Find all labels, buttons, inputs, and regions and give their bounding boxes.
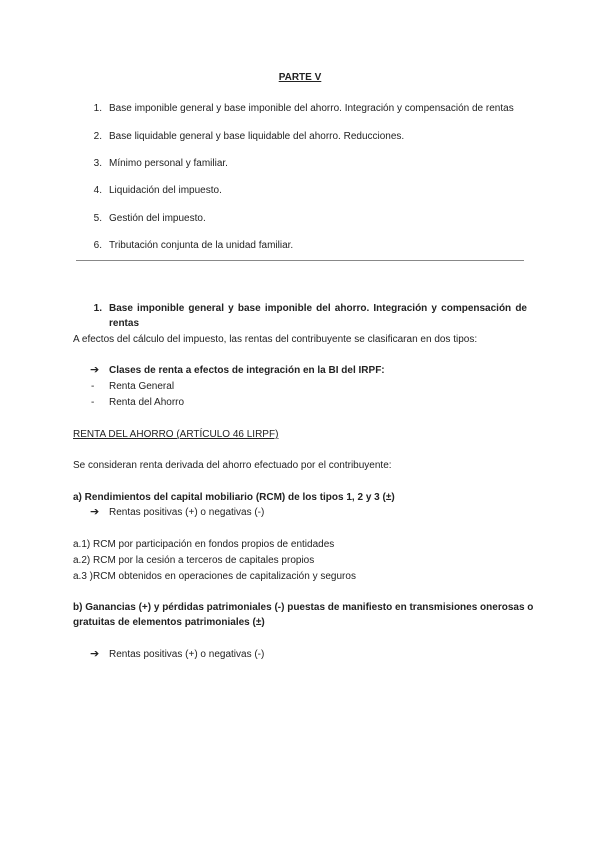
page-title: PARTE V [278, 72, 322, 83]
item-a3: a.3 )RCM obtenidos en operaciones de capitalización y seguros [73, 571, 356, 582]
renta-ahorro-intro: Se consideran renta derivada del ahorro efectuado por el contribuyente: [73, 460, 392, 471]
toc-number: 6. [93, 240, 102, 251]
dash-marker: - [91, 381, 95, 392]
toc-text: Mínimo personal y familiar. [109, 158, 228, 169]
section-heading-line1: Base imponible general y base imponible del ahorro. Integración y compensación de [109, 303, 527, 314]
section-heading-line2: rentas [109, 318, 140, 329]
toc-number: 4. [93, 185, 102, 196]
arrow-right-icon: ➔ [90, 506, 100, 518]
toc-number: 1. [93, 103, 102, 114]
item-b-heading-line1: b) Ganancias (+) y pérdidas patrimoniales (-) puestas de manifiesto en transmisiones onerosas o [73, 602, 534, 613]
tipo-item-ahorro [91, 396, 185, 409]
tipo-label: Renta General [109, 381, 175, 392]
section-intro: A efectos del cálculo del impuesto, las rentas del contribuyente se clasificaran en dos tipos: [73, 334, 478, 345]
toc-text: Liquidación del impuesto. [109, 185, 222, 196]
horizontal-divider [76, 260, 524, 261]
tipo-label: Renta del Ahorro [109, 397, 185, 408]
item-b-arrow-text: Rentas positivas (+) o negativas (-) [109, 649, 265, 660]
item-a-arrow-text: Rentas positivas (+) o negativas (-) [109, 507, 265, 518]
toc-number: 5. [93, 213, 102, 224]
renta-ahorro-heading: RENTA DEL AHORRO (ARTÍCULO 46 LIRPF) [73, 429, 279, 440]
toc-number: 2. [93, 131, 102, 142]
dash-marker: - [91, 397, 95, 408]
arrow-right-icon: ➔ [90, 648, 100, 660]
item-a1: a.1) RCM por participación en fondos propios de entidades [73, 539, 335, 550]
section-number: 1. [93, 303, 102, 314]
arrow-right-icon: ➔ [90, 364, 100, 376]
toc-text: Base liquidable general y base liquidable del ahorro. Reducciones. [109, 131, 405, 142]
item-b-heading-line2: gratuitas de elementos patrimoniales (±) [73, 617, 265, 628]
tipo-item-general [91, 380, 175, 393]
toc-text: Base imponible general y base imponible del ahorro. Integración y compensación de rentas [109, 103, 514, 114]
clases-heading-row [90, 364, 385, 377]
toc-text: Gestión del impuesto. [109, 213, 206, 224]
toc-text: Tributación conjunta de la unidad familiar. [109, 240, 294, 251]
item-a2: a.2) RCM por la cesión a terceros de capitales propios [73, 555, 315, 566]
toc-number: 3. [93, 158, 102, 169]
item-b-arrow-row [90, 648, 265, 661]
item-a-arrow-row [90, 506, 265, 519]
item-a-heading: a) Rendimientos del capital mobiliario (RCM) de los tipos 1, 2 y 3 (±) [73, 492, 395, 503]
clases-heading: Clases de renta a efectos de integración en la BI del IRPF: [109, 365, 385, 376]
